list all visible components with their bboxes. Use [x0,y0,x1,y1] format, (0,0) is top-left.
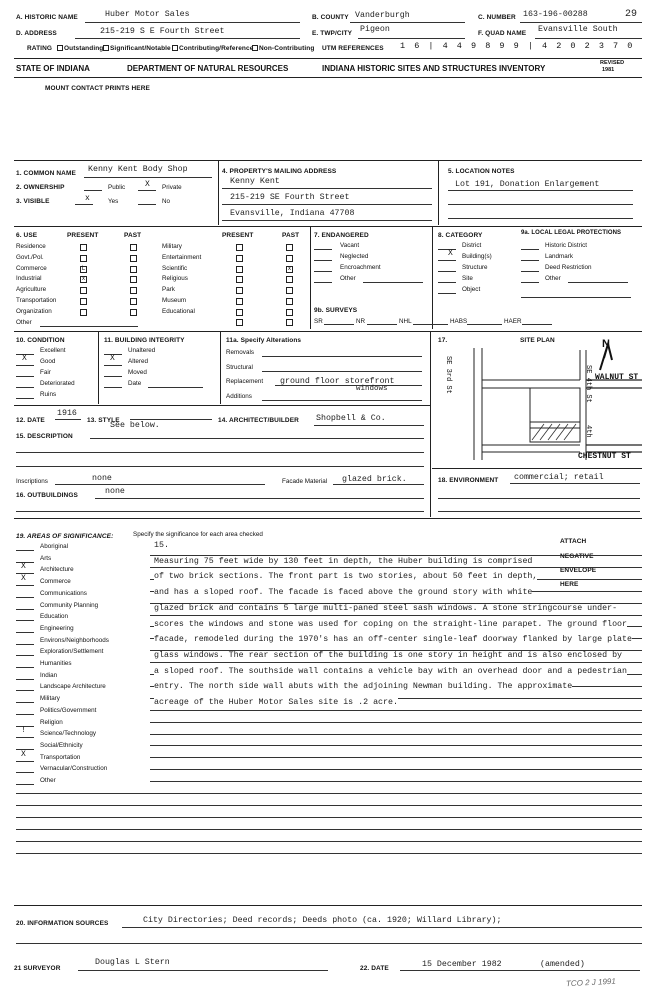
use-item-label: Museum [162,297,187,304]
category-item: Building(s) [462,253,492,260]
state-title: STATE OF INDIANA [16,64,90,73]
use-past-header: PAST [124,232,142,239]
attach-label: ATTACH [560,538,587,545]
category-item: District [462,242,482,249]
location-notes-label: 5. LOCATION NOTES [448,168,515,175]
visible-no: No [162,198,171,205]
category-blank[interactable] [438,249,456,250]
significance-text-line [150,781,642,782]
use-item-label: Commerce [16,264,47,272]
inventory-title: INDIANA HISTORIC SITES AND STRUCTURES INVENTORY [322,64,546,73]
use-item-label: Religious [162,275,188,283]
survey-sr: SR [314,318,323,325]
use-present-checkbox[interactable] [236,298,243,305]
significance-blank[interactable] [16,585,34,586]
legal-blank[interactable] [521,271,539,272]
significance-text-line [16,853,642,854]
environment-label: 18. ENVIRONMENT [438,477,499,484]
endangered-blank[interactable] [314,282,332,283]
category-blank[interactable] [438,293,456,294]
use-past-checkbox[interactable] [130,309,137,316]
endangered-blank[interactable] [314,249,332,250]
significance-blank[interactable] [16,550,34,551]
significance-area: Engineering [40,624,74,632]
significance-text-line-value[interactable]: glass windows. The rear section of the building is one story in height and is also enclosed by [154,650,623,660]
significance-label: 19. AREAS OF SIGNIFICANCE: [16,533,114,540]
footer-date-value[interactable]: 15 December 1982 [422,960,502,969]
historic-name-label: A. HISTORIC NAME [16,14,78,21]
use-past-checkbox[interactable] [286,244,293,251]
significance-area: Landscape Architecture [40,683,106,691]
use-past-checkbox[interactable] [130,276,137,283]
use-past-checkbox[interactable]: x [288,265,291,272]
use-present-checkbox[interactable] [236,244,243,251]
outbuildings-label: 16. OUTBUILDINGS [16,492,78,499]
significance-blank[interactable] [16,772,34,773]
significance-text-line-value[interactable]: 15. [154,541,169,550]
use-past-checkbox[interactable] [286,255,293,262]
use-item-label: Military [162,243,182,250]
use-item-label: Industrial [16,275,42,283]
integrity-item: Unaltered [128,347,156,354]
sources-label: 20. INFORMATION SOURCES [16,920,109,927]
significance-blank[interactable] [16,784,34,785]
use-past-checkbox[interactable] [286,309,293,316]
use-past-checkbox[interactable] [286,298,293,305]
use-past-checkbox[interactable] [130,298,137,305]
legal-item: Landmark [545,253,574,260]
utm-label: UTM REFERENCES [322,45,384,52]
alterations-label: 11a. Specify Alterations [226,337,302,344]
north-label: N [602,338,610,350]
integrity-date-line [148,387,203,388]
significance-text-line-value[interactable]: acreage of the Huber Motor Sales site is .2 acre. [154,698,398,707]
historic-name-value[interactable]: Huber Motor Sales [105,10,190,19]
replacement-value[interactable]: ground floor storefront [280,377,395,386]
site-plan-drawing [432,340,644,470]
visible-yes-mark[interactable]: x [85,194,90,203]
sources-value[interactable]: City Directories; Deed records; Deeds photo (ca. 1920; Willard Library); [143,916,502,925]
outbuildings-value[interactable]: none [105,487,125,496]
county-value[interactable]: Vanderburgh [355,11,410,20]
county-label: B. COUNTY [312,14,349,21]
alteration-item: Structural [226,363,253,371]
use-present-checkbox[interactable] [80,255,87,262]
significance-area: Aboriginal [40,543,69,550]
surveyor-label: 21 SURVEYOR [14,965,61,972]
endangered-blank[interactable] [314,260,332,261]
significance-text-line [150,757,642,758]
condition-item: Deteriorated [40,380,75,387]
condition-good-mark[interactable]: X [22,354,27,363]
alteration-line [262,400,422,401]
style-label: 13. STYLE [87,417,120,424]
use-item-label: Residence [16,243,46,250]
use-present-checkbox[interactable] [236,319,243,326]
significance-mark[interactable]: ! [21,726,26,736]
amended-note: (amended) [540,960,585,969]
significance-blank[interactable] [16,714,34,715]
category-building-mark[interactable]: X [448,249,453,258]
style-value[interactable]: See below. [110,421,160,430]
significance-area: Humanities [40,660,72,667]
legal-blank[interactable] [521,260,539,261]
condition-item: Good [40,358,56,365]
use-item-label: Organization [16,307,52,315]
use-present-checkbox[interactable] [80,298,87,305]
significance-area: Architecture [40,566,74,574]
significance-area: Communications [40,589,87,597]
use-past-checkbox[interactable] [130,244,137,251]
handwritten-corner-note: TCO 2 J 1991 [565,976,617,989]
street-label-walnut: WALNUT ST [595,373,639,382]
use-present-checkbox[interactable] [236,276,243,283]
endangered-item: Encroachment [340,264,381,271]
street-label-4th-b: 4th [584,425,592,438]
surveys-label: 9b. SURVEYS [314,307,358,314]
significance-text-line-value[interactable]: facade, remodeled during the 1970's has an off-center single-leaf doorway flanked by large plate [154,635,632,645]
use-present-checkbox[interactable] [80,287,87,294]
facade-label: Facade Material [282,478,328,485]
legal-extra-line [521,297,631,298]
use-present-checkbox[interactable] [80,244,87,251]
significance-mark[interactable]: X [21,574,26,584]
significance-text-line-value[interactable]: entry. The north side wall abuts with the adjoining Newman building. The approximate [154,682,573,692]
date-label: 12. DATE [16,417,45,424]
revised-year: 1981 [602,67,615,73]
significance-text-line [150,722,642,723]
negative-label: NEGATIVE [560,553,594,560]
significance-text-line-value[interactable]: glazed brick and contains 5 large multi-paned steel sash windows. A stone stringcourse under- [154,603,618,613]
use-present-checkbox[interactable] [236,287,243,294]
rating-label: RATING [27,45,53,52]
significance-area: Transportation [40,753,81,761]
condition-blank[interactable] [16,365,34,366]
significance-instruction: Specify the significance for each area checked [133,531,263,538]
facade-value[interactable]: glazed brick. [342,475,407,484]
alteration-item: Additions [226,392,252,400]
alteration-line [262,371,422,372]
integrity-item: Date [128,380,142,387]
integrity-blank[interactable] [104,387,122,388]
use-item-label: Park [162,286,175,294]
use-past-checkbox[interactable] [130,287,137,294]
condition-blank[interactable] [16,398,34,399]
significance-blank[interactable] [16,737,34,738]
category-blank[interactable] [438,282,456,283]
legal-blank[interactable] [521,249,539,250]
category-blank[interactable] [438,260,456,261]
here-label: HERE [560,581,579,588]
use-present-header-2: PRESENT [222,232,254,239]
use-item-label: Other [16,318,32,326]
condition-item: Excellent [40,347,66,354]
alteration-item: Replacement [226,378,264,385]
ownership-label: 2. OWNERSHIP [16,184,65,191]
integrity-item: Altered [128,358,148,365]
use-past-header-2: PAST [282,232,300,239]
surveyor-value[interactable]: Douglas L Stern [95,958,170,967]
significance-text-line-value[interactable]: a sloped roof. The southside wall contains a vehicle bay with an overhead door and a pedestrian [154,666,627,676]
use-past-checkbox[interactable] [130,266,137,273]
use-present-checkbox[interactable]: L [81,265,86,272]
survey-haer: HAER [504,318,522,325]
rating-outstanding: Outstanding [64,45,104,52]
significance-blank[interactable] [16,702,34,703]
significance-mark[interactable]: X [21,562,26,572]
significance-text-line [16,817,642,818]
significance-text-line-value[interactable]: and has a sloped roof. The facade is faced above the ground story with white [154,588,533,598]
legal-item: Deed Restriction [545,264,592,271]
use-present-checkbox[interactable] [80,309,87,316]
mailing-address-label: 4. PROPERTY'S MAILING ADDRESS [222,168,337,175]
use-present-checkbox[interactable] [236,309,243,316]
legal-item: Historic District [545,242,587,249]
architect-value[interactable]: Shopbell & Co. [316,414,386,423]
ownership-private-mark[interactable]: X [145,180,150,189]
mount-prints-label: MOUNT CONTACT PRINTS HERE [45,85,150,92]
condition-blank[interactable] [16,376,34,377]
rating-significant: Significant/Notable [110,45,171,52]
visible-label: 3. VISIBLE [16,198,50,205]
envelope-label: ENVELOPE [560,567,597,574]
address-label: D. ADDRESS [16,30,57,37]
significance-area: Education [40,613,69,621]
alteration-line [262,356,422,357]
site-plan-number: 17. [438,337,448,344]
significance-area: Social/Ethnicity [40,741,83,749]
significance-text-line-value[interactable]: Measuring 75 feet wide by 130 feet in depth, the Huber building is comprised [154,556,533,566]
significance-text-line [150,662,642,663]
survey-habs: HABS [450,318,468,325]
street-label-4th: SE 4th St [584,365,592,403]
category-blank[interactable] [438,271,456,272]
use-other-line [40,326,138,327]
use-item-label: Agriculture [16,286,47,294]
legal-item: Other [545,275,561,282]
significance-area: Military [40,695,60,703]
rating-noncontributing: Non-Contributing [259,45,315,52]
street-label-3rd: SE 3rd St [444,356,452,394]
condition-blank[interactable] [16,387,34,388]
category-item: Site [462,275,473,282]
significance-area: Science/Technology [40,730,97,738]
endangered-blank[interactable] [314,271,332,272]
number-value[interactable]: 163-196-00288 [523,10,588,19]
address-value[interactable]: 215-219 S E Fourth Street [100,27,225,36]
significance-text-line [150,734,642,735]
inscriptions-value[interactable]: none [92,474,112,483]
significance-text-line [150,615,642,616]
category-item: Structure [462,264,488,271]
significance-blank[interactable] [16,655,34,656]
significance-blank[interactable] [16,597,34,598]
alteration-item: Removals [226,349,254,356]
integrity-label: 11. BUILDING INTEGRITY [104,337,185,344]
significance-blank[interactable] [16,632,34,633]
use-item-label: Scientific [162,264,188,272]
category-item: Object [462,286,481,293]
department-title: DEPARTMENT OF NATURAL RESOURCES [127,64,289,73]
use-item-label: Govt./Pol. [16,253,44,261]
use-present-checkbox[interactable]: x [82,276,85,283]
legal-protections-label: 9a. LOCAL LEGAL PROTECTIONS [521,230,622,236]
common-name-value[interactable]: Kenny Kent Body Shop [88,165,188,174]
significance-text-line [16,793,642,794]
use-present-checkbox[interactable] [236,255,243,262]
significance-text-line-value[interactable]: scores the windows and stone was used for coping on the straight-line parapet. The ground floor [154,619,627,629]
integrity-blank[interactable] [104,376,122,377]
significance-blank[interactable] [16,761,34,762]
significance-area: Other [40,777,56,784]
description-label: 15. DESCRIPTION [16,433,73,440]
mailing-line-1[interactable]: Kenny Kent [230,177,280,186]
ownership-private: Private [162,184,182,191]
ownership-public: Public [108,184,126,191]
significance-area: Indian [40,671,58,679]
significance-blank[interactable] [16,667,34,668]
environment-value[interactable]: commercial; retail [514,473,604,482]
use-item-label: Transportation [16,297,57,304]
significance-blank[interactable] [16,620,34,621]
significance-text-line [16,805,642,806]
significance-area: Exploration/Settlement [40,648,104,656]
significance-area: Commerce [40,578,71,586]
condition-item: Ruins [40,391,57,398]
significance-area: Community Planning [40,601,99,609]
significance-text-line [16,829,642,830]
condition-label: 10. CONDITION [16,337,65,344]
significance-text-line [16,841,642,842]
replacement-value-2[interactable]: windows [356,385,388,393]
significance-area: Environs/Neighborhoods [40,636,109,644]
integrity-item: Moved [128,369,147,376]
twp-value[interactable]: Pigeon [360,25,390,34]
significance-text-line [150,769,642,770]
condition-item: Fair [40,369,51,376]
use-past-checkbox[interactable] [286,276,293,283]
rating-checkbox-noncontributing[interactable] [252,45,258,51]
use-item-label: Educational [162,307,195,315]
use-past-checkbox[interactable] [286,319,293,326]
significance-text-line [150,567,642,568]
architect-label: 14. ARCHITECT/BUILDER [218,417,299,424]
significance-area: Arts [40,554,52,562]
date-value[interactable]: 1916 [57,409,77,418]
endangered-item: Neglected [340,253,369,260]
endangered-other-line [363,282,423,283]
common-name-label: 1. COMMON NAME [16,170,76,177]
number-label: C. NUMBER [478,14,516,21]
significance-blank[interactable] [16,690,34,691]
site-plan-title: SITE PLAN [520,337,555,344]
rating-checkbox-significant[interactable] [103,45,109,51]
quad-value[interactable]: Evansville South [538,25,618,34]
quad-label: F. QUAD NAME [478,30,527,37]
endangered-item: Vacant [340,242,360,249]
use-present-checkbox[interactable] [236,266,243,273]
endangered-item: Other [340,275,356,282]
significance-text-line [150,745,642,746]
use-past-checkbox[interactable] [286,287,293,294]
significance-area: Politics/Government [40,706,97,714]
number-suffix: 29 [625,9,638,20]
legal-other-line [568,282,628,283]
legal-blank[interactable] [521,282,539,283]
visible-yes: Yes [108,198,119,205]
use-past-checkbox[interactable] [130,255,137,262]
significance-area: Religion [40,718,63,726]
revised-label: REVISED [600,60,625,66]
significance-blank[interactable] [16,609,34,610]
location-notes-value[interactable]: Lot 191, Donation Enlargement [455,180,600,189]
footer-date-label: 22. DATE [360,965,389,972]
survey-nhl: NHL [399,318,412,325]
integrity-blank[interactable] [104,365,122,366]
use-present-header: PRESENT [67,232,99,239]
rating-checkbox-contributing[interactable] [172,45,178,51]
mailing-line-3[interactable]: Evansville, Indiana 47708 [230,209,355,218]
significance-blank[interactable] [16,679,34,680]
rating-checkbox-outstanding[interactable] [57,45,63,51]
significance-blank[interactable] [16,644,34,645]
mailing-line-2[interactable]: 215-219 SE Fourth Street [230,193,350,202]
significance-mark[interactable]: X [21,749,26,759]
endangered-label: 7. ENDANGERED [314,232,369,239]
utm-value[interactable]: 1 6 | 4 4 9 8 9 9 | 4 2 0 2 3 7 0 [400,41,635,51]
significance-area: Vernacular/Construction [40,765,108,773]
category-label: 8. CATEGORY [438,232,483,239]
survey-nr: NR [356,318,366,325]
inscriptions-label: Inscriptions [16,478,48,485]
twp-label: E. TWP/CITY [312,30,353,37]
integrity-altered-mark[interactable]: X [110,354,115,363]
use-label: 6. USE [16,232,38,239]
use-item-label: Entertainment [162,253,202,261]
street-label-chestnut: CHESTNUT ST [578,452,631,461]
significance-text-line [150,710,642,711]
significance-text-line-value[interactable]: of two brick sections. The front part is two stories, about 50 feet in depth, [154,572,538,582]
rating-contributing: Contributing/Reference [179,45,254,52]
